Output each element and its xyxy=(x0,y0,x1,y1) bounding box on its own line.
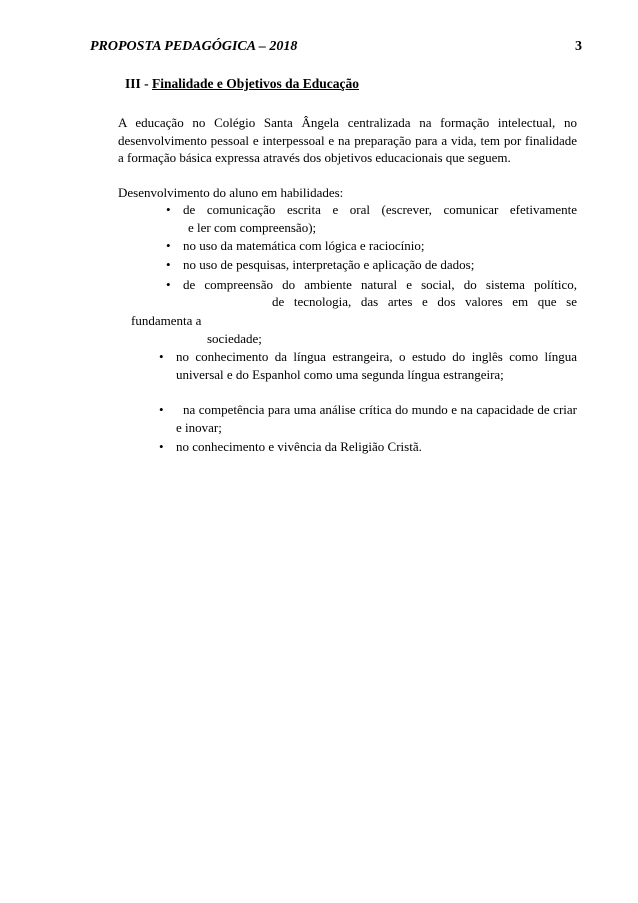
list-item-text: no conhecimento e vivência da Religião Cristã. xyxy=(176,439,422,454)
bullet-marker: • xyxy=(159,402,164,417)
list-item-text: no conhecimento da língua estrangeira, o estudo do inglês como língua universal e do Espanhol como uma segunda língua estrangeira; xyxy=(176,349,577,382)
development-heading: Desenvolvimento do aluno em habilidades: xyxy=(118,185,344,200)
list-item xyxy=(159,348,577,402)
bullet-marker: • xyxy=(166,257,171,272)
list-item-text: na competência para uma análise crítica do mundo e na capacidade de criar e inovar; xyxy=(176,402,581,435)
list-item-continuation: fundamenta a xyxy=(131,313,202,328)
header-title: PROPOSTA PEDAGÓGICA – 2018 xyxy=(90,39,298,54)
list-item-text: no uso de pesquisas, interpretação e aplicação de dados; xyxy=(183,257,475,272)
running-header xyxy=(90,39,582,55)
bullet-marker: • xyxy=(166,277,171,292)
bullet-marker: • xyxy=(159,349,164,364)
list-item-text: de compreensão do ambiente natural e social, do sistema político, xyxy=(183,277,577,292)
list-item-continuation: sociedade; xyxy=(207,331,262,346)
page-number: 3 xyxy=(575,39,582,54)
section-title: Finalidade e Objetivos da Educação xyxy=(152,76,360,91)
list-item-continuation: de tecnologia, das artes e dos valores em que se xyxy=(272,294,577,309)
section-heading xyxy=(125,76,359,92)
intro-paragraph: A educação no Colégio Santa Ângela centralizada na formação intelectual, no desenvolvimento pessoal e interpessoal e na preparação para a vida, tem por finalidade a formação básica expressa através dos objetivos educacionais que seguem. xyxy=(118,115,577,165)
bullet-marker: • xyxy=(166,238,171,253)
list-item-text: no uso da matemática com lógica e raciocínio; xyxy=(183,238,425,253)
bullet-marker: • xyxy=(166,202,171,217)
list-item-text: de comunicação escrita e oral (escrever, comunicar efetivamente xyxy=(183,202,577,217)
bullet-marker: • xyxy=(159,439,164,454)
section-number: III - xyxy=(125,76,153,91)
list-item-continuation: e ler com compreensão); xyxy=(188,220,317,235)
list-item xyxy=(159,401,581,437)
